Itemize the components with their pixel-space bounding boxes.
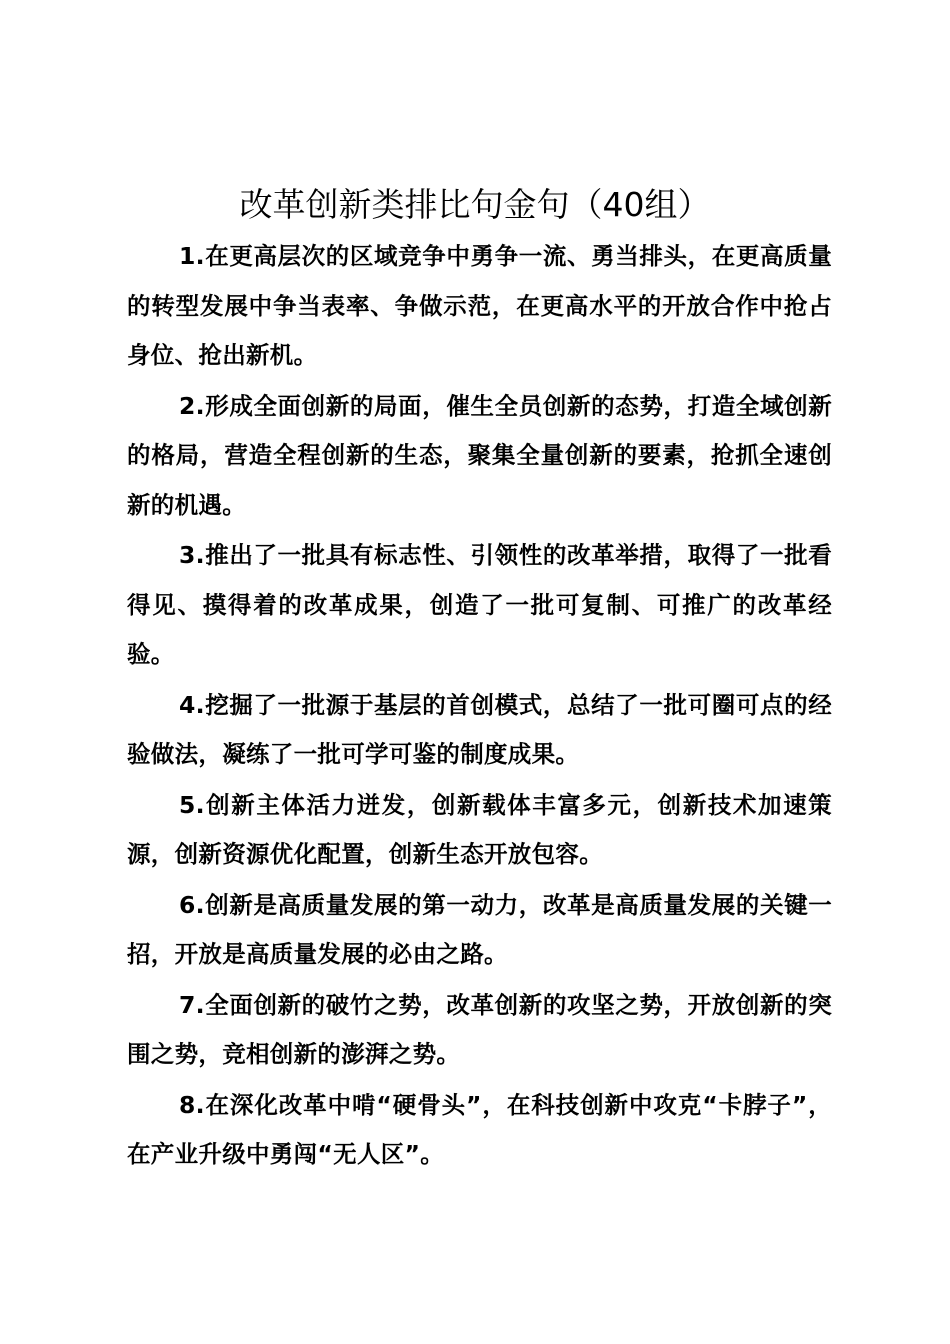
paragraph-5: 5.创新主体活力迸发，创新载体丰富多元，创新技术加速策源，创新资源优化配置，创新生态开放包容。 — [127, 790, 832, 868]
paragraph-2: 2.形成全面创新的局面，催生全员创新的态势，打造全域创新的格局，营造全程创新的生态，聚集全量创新的要素，抢抓全速创新的机遇。 — [127, 391, 832, 519]
paragraph-8: 8.在深化改革中啃“硬骨头”，在科技创新中攻克“卡脖子”，在产业升级中勇闯“无人区”。 — [127, 1090, 832, 1168]
paragraph-1: 1.在更高层次的区域竞争中勇争一流、勇当排头，在更高质量的转型发展中争当表率、争做示范，在更高水平的开放合作中抢占身位、抢出新机。 — [127, 242, 832, 369]
document-body — [127, 232, 832, 1181]
paragraph-4: 4.挖掘了一批源于基层的首创模式，总结了一批可圈可点的经验做法，凝练了一批可学可鉴的制度成果。 — [127, 690, 832, 768]
document-title: 改革创新类排比句金句（40组） — [239, 185, 711, 224]
paragraph-6: 6.创新是高质量发展的第一动力，改革是高质量发展的关键一招，开放是高质量发展的必由之路。 — [127, 890, 832, 968]
paragraph-7: 7.全面创新的破竹之势，改革创新的攻坚之势，开放创新的突围之势，竞相创新的澎湃之势。 — [127, 990, 832, 1068]
paragraph-3: 3.推出了一批具有标志性、引领性的改革举措，取得了一批看得见、摸得着的改革成果，创造了一批可复制、可推广的改革经验。 — [127, 541, 832, 668]
